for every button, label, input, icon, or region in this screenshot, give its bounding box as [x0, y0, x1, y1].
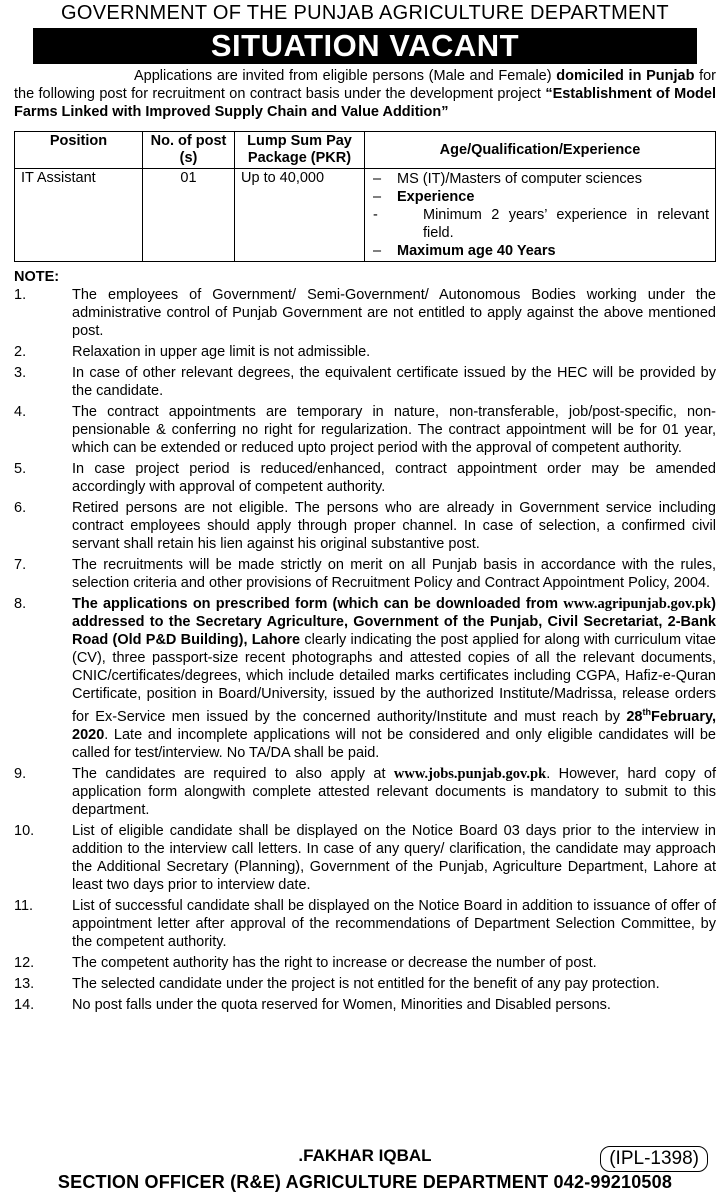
req-max-age: – Maximum age 40 Years — [373, 243, 556, 259]
cell-position: IT Assistant — [15, 169, 143, 262]
list-item: 2. Relaxation in upper age limit is not admissible. — [14, 344, 371, 360]
jobs-punjab-url: www.jobs.punjab.gov.pk — [393, 765, 547, 782]
department-heading: GOVERNMENT OF THE PUNJAB AGRICULTURE DEPARTMENT — [61, 2, 669, 24]
ipl-number: (IPL-1398) — [600, 1146, 708, 1172]
list-item: 1. The employees of Government/ Semi-Government/ Autonomous Bodies working under the administrative control of Punjab Government are not entitled to apply against the above mentioned post. — [14, 287, 716, 339]
list-item: 10. List of eligible candidate shall be displayed on the Notice Board 03 days prior to the interview in addition to the interview call letters. In case of any query/ clarification, the candidate may approach the Additional Secretary (Planning), Government of the Punjab, Agriculture Department, Lahore at least two days prior to interview date. — [14, 822, 716, 893]
table-header-row — [15, 132, 716, 169]
req-experience-text: - Minimum 2 years’ experience in relevant field. — [373, 207, 709, 241]
project-name: “Establishment of Model Farms Linked with Improved Supply Chain and Value Addition” — [14, 86, 716, 120]
experience-text: Minimum 2 years’ experience in relevant field. — [423, 207, 709, 241]
list-item: 7. The recruitments will be made strictly on merit on all Punjab basis in accordance with the rules, selection criteria and other provisions of Recruitment Policy and Contract Appointment Policy, 2004. — [14, 557, 716, 591]
note8-bold-a: The applications on prescribed form (which can be downloaded from — [72, 596, 564, 612]
col-header-posts: No. of post (s) — [143, 132, 235, 169]
cell-requirements — [365, 169, 716, 262]
req-qualification: – MS (IT)/Masters of computer sciences — [373, 171, 642, 187]
intro-domicile: domiciled in Punjab — [556, 68, 695, 84]
col-header-position: Position — [15, 132, 143, 169]
intro-text-2: for the following post for recruitment on contract basis under the development project — [14, 68, 717, 102]
max-age-text: Maximum age 40 Years — [397, 243, 556, 259]
list-item: 3. In case of other relevant degrees, the equivalent certificate issued by the HEC will be provided by the candidate. — [14, 365, 716, 399]
situation-vacant-banner: SITUATION VACANT — [33, 28, 697, 64]
signer-name: .FAKHAR IQBAL — [298, 1146, 432, 1165]
intro-text-1: Applications are invited from eligible persons (Male and Female) — [134, 68, 557, 84]
cell-posts: 01 — [143, 169, 235, 262]
cell-pay: Up to 40,000 — [235, 169, 365, 262]
list-item: 5. In case project period is reduced/enhanced, contract appointment order may be amended accordingly with approval of competent authority. — [14, 461, 716, 495]
list-item: 9. The candidates are required to also apply at www.jobs.punjab.gov.pk. However, hard copy of application form alongwith complete attested relevant documents is mandatory to submit to this department. — [14, 765, 716, 818]
deadline-date: February, 2020 — [72, 708, 716, 743]
list-item: 12. The competent authority has the right to increase or decrease the number of post. — [14, 954, 597, 971]
table-row — [15, 169, 716, 262]
notes-list — [14, 286, 716, 1014]
deadline-day: 28 — [626, 708, 643, 725]
qualification-text: MS (IT)/Masters of computer sciences — [397, 171, 642, 187]
col-header-pay: Lump Sum Pay Package (PKR) — [235, 132, 365, 169]
intro-indent — [14, 68, 134, 84]
req-experience-label: – Experience — [373, 189, 475, 205]
note8-bold-b: ) addressed to the Secretary Agriculture, Government of the Punjab, Civil Secretariat, 2-Bank Road (Old P&D Building), Lahore — [72, 596, 716, 648]
designation-row — [14, 1172, 716, 1193]
posts-table — [14, 131, 716, 262]
list-item: 14. No post falls under the quota reserved for Women, Minorities and Disabled persons. — [14, 996, 611, 1013]
note-heading: NOTE: — [14, 269, 60, 285]
list-item: 13. The selected candidate under the project is not entitled for the benefit of any pay protection. — [14, 975, 660, 992]
designation-text: SECTION OFFICER (R&E) AGRICULTURE DEPARTMENT 042-99210508 — [57, 1172, 673, 1192]
experience-label: Experience — [397, 189, 475, 205]
list-item: 6. Retired persons are not eligible. The persons who are already in Government service including contract employees should apply through proper channel. In case of selection, a confirmed civil servant shall retain his lien against his original substantive post. — [14, 500, 716, 552]
list-item: 11. List of successful candidate shall be displayed on the Notice Board in addition to issuance of offer of appointment letter after approval of the recommendations of Department Selection Committee, by the competent authority. — [14, 897, 716, 950]
intro-paragraph — [14, 67, 716, 121]
list-item: 4. The contract appointments are temporary in nature, non-transferable, job/post-specific, non-pensionable & conferring no right for regularization. The contract appointment will be for 01 year, which can be extended or reduced upto project period with the approval of competent authority. — [14, 404, 716, 456]
list-item: 8. The applications on prescribed form (which can be downloaded from www.agripunjab.gov.pk) addressed to the Secretary Agriculture, Government of the Punjab, Civil Secretariat, 2-Bank Road (Old P&D Building), Lahore clearly indicating the post applied for along with curriculum vitae (CV), three passport-size recent photographs and attested copies of all the relevant documents, CNIC/certificates/degrees, which include detailed marks certificates including CGPA, Hafiz-e-Quran Certificate, position in Board/University, issued by the authorized Institute/Madrissa, release orders for Ex-Service men issued by the concerned authority/Institute and must reach by 28thFebruary, 2020. Late and incomplete applications will not be considered and only eligible candidates will be called for test/interview. No TA/DA shall be paid. — [14, 596, 716, 761]
signature-row — [14, 1146, 716, 1169]
col-header-qualification: Age/Qualification/Experience — [365, 132, 716, 169]
agripunjab-url: www.agripunjab.gov.pk — [563, 596, 712, 612]
